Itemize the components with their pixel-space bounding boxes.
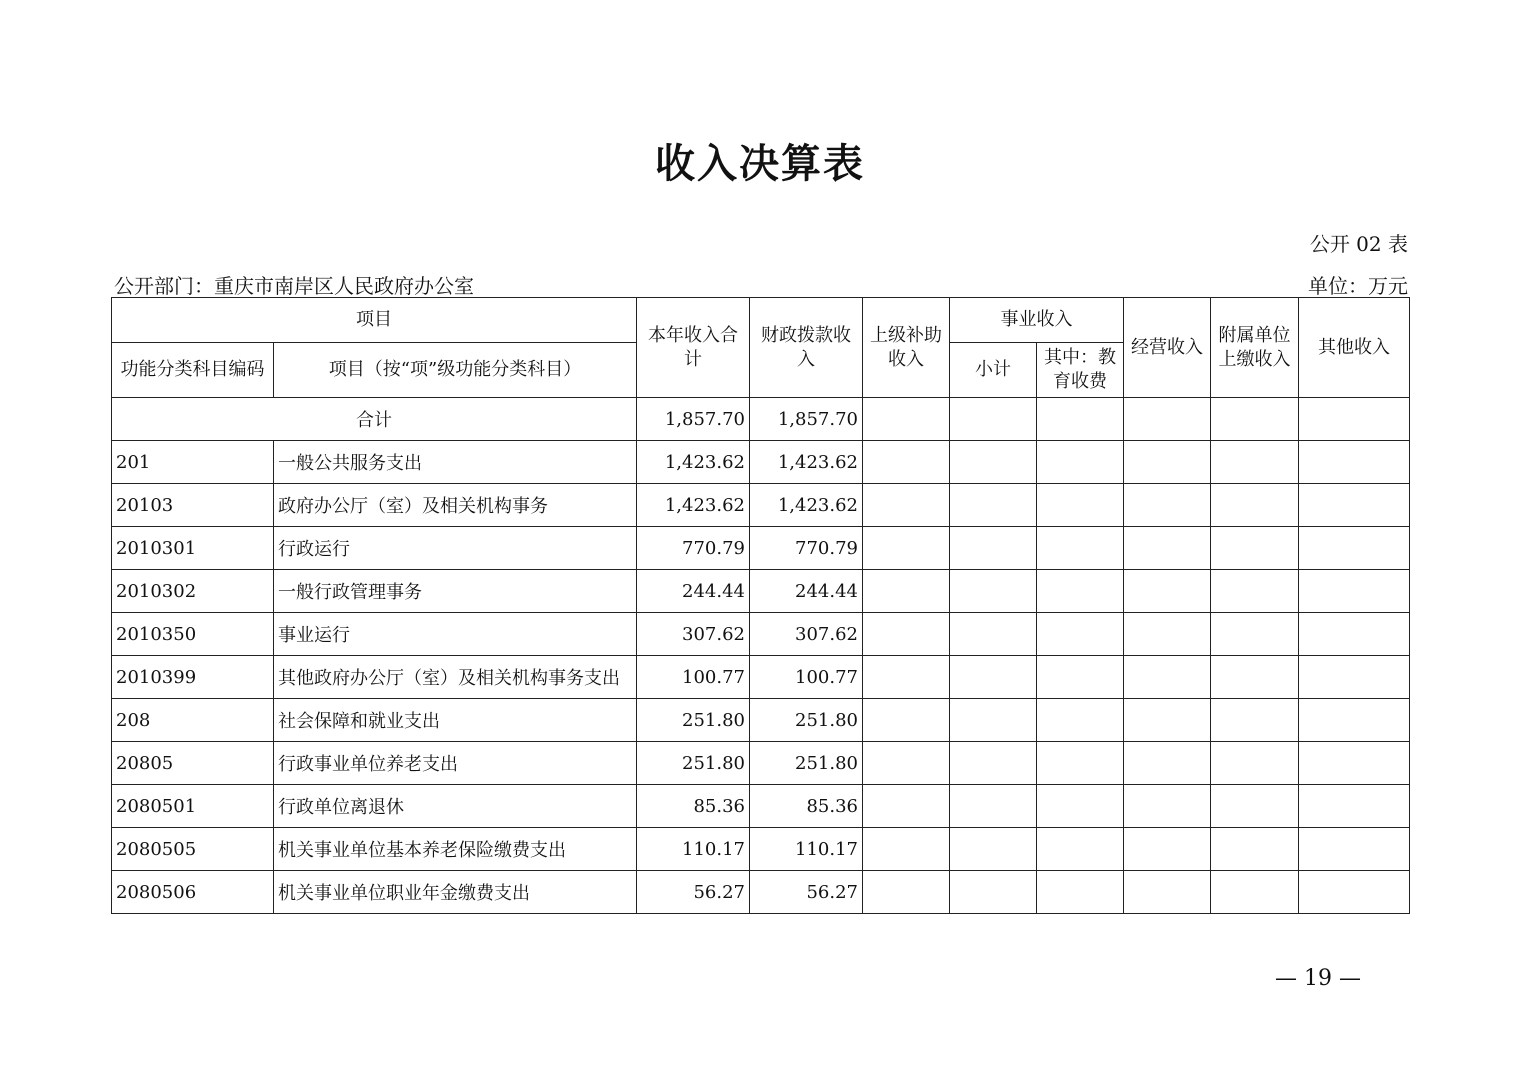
row-fiscal: 251.80 bbox=[750, 742, 863, 785]
row-code: 2080506 bbox=[112, 871, 274, 914]
cell-empty bbox=[1299, 570, 1410, 613]
cell-empty bbox=[950, 441, 1037, 484]
header-affiliated: 附属单位上缴收入 bbox=[1211, 298, 1299, 398]
row-name: 行政运行 bbox=[274, 527, 637, 570]
cell-empty bbox=[1124, 871, 1211, 914]
row-fiscal: 100.77 bbox=[750, 656, 863, 699]
header-total-income: 本年收入合计 bbox=[637, 298, 750, 398]
row-name: 机关事业单位基本养老保险缴费支出 bbox=[274, 828, 637, 871]
cell-empty bbox=[1299, 527, 1410, 570]
row-fiscal: 244.44 bbox=[750, 570, 863, 613]
row-total: 307.62 bbox=[637, 613, 750, 656]
row-name: 机关事业单位职业年金缴费支出 bbox=[274, 871, 637, 914]
cell-empty bbox=[1124, 613, 1211, 656]
page-title: 收入决算表 bbox=[655, 140, 865, 187]
row-name: 其他政府办公厅（室）及相关机构事务支出 bbox=[274, 656, 637, 699]
row-total: 251.80 bbox=[637, 742, 750, 785]
row-fiscal: 1,423.62 bbox=[750, 441, 863, 484]
row-fiscal: 770.79 bbox=[750, 527, 863, 570]
cell-empty bbox=[1037, 656, 1124, 699]
table-row bbox=[112, 871, 1410, 914]
cell-empty bbox=[1299, 484, 1410, 527]
row-code: 2010301 bbox=[112, 527, 274, 570]
cell-empty bbox=[863, 570, 950, 613]
table-row bbox=[112, 613, 1410, 656]
header-other: 其他收入 bbox=[1299, 298, 1410, 398]
header-subsidy: 上级补助收入 bbox=[863, 298, 950, 398]
cell-empty bbox=[1211, 441, 1299, 484]
cell-empty bbox=[1037, 828, 1124, 871]
table-row bbox=[112, 699, 1410, 742]
cell-empty bbox=[1211, 742, 1299, 785]
department-label: 公开部门：重庆市南岸区人民政府办公室 bbox=[114, 274, 474, 298]
row-name: 一般行政管理事务 bbox=[274, 570, 637, 613]
table-row bbox=[112, 570, 1410, 613]
cell-empty bbox=[1299, 785, 1410, 828]
cell-empty bbox=[863, 785, 950, 828]
row-total: 110.17 bbox=[637, 828, 750, 871]
cell-empty bbox=[1124, 570, 1211, 613]
row-code: 20805 bbox=[112, 742, 274, 785]
cell-empty bbox=[1211, 484, 1299, 527]
table-row bbox=[112, 441, 1410, 484]
row-name: 政府办公厅（室）及相关机构事务 bbox=[274, 484, 637, 527]
cell-empty bbox=[950, 398, 1037, 441]
cell-empty bbox=[1124, 742, 1211, 785]
row-code: 2010350 bbox=[112, 613, 274, 656]
header-business: 事业收入 bbox=[950, 298, 1124, 343]
total-row bbox=[112, 398, 1410, 441]
total-income-value: 1,857.70 bbox=[637, 398, 750, 441]
page-number: — 19 — bbox=[1275, 966, 1361, 991]
row-code: 2080501 bbox=[112, 785, 274, 828]
cell-empty bbox=[1211, 570, 1299, 613]
row-fiscal: 56.27 bbox=[750, 871, 863, 914]
cell-empty bbox=[863, 828, 950, 871]
cell-empty bbox=[1124, 527, 1211, 570]
income-statement-table bbox=[111, 297, 1410, 914]
cell-empty bbox=[1211, 871, 1299, 914]
cell-empty bbox=[950, 828, 1037, 871]
cell-empty bbox=[1037, 613, 1124, 656]
header-subtotal: 小计 bbox=[950, 343, 1037, 398]
row-code: 201 bbox=[112, 441, 274, 484]
table-row bbox=[112, 527, 1410, 570]
header-operating: 经营收入 bbox=[1124, 298, 1211, 398]
row-code: 208 bbox=[112, 699, 274, 742]
table-row bbox=[112, 828, 1410, 871]
cell-empty bbox=[1211, 398, 1299, 441]
header-fiscal: 财政拨款收入 bbox=[750, 298, 863, 398]
cell-empty bbox=[950, 656, 1037, 699]
row-name: 事业运行 bbox=[274, 613, 637, 656]
cell-empty bbox=[863, 871, 950, 914]
table-row bbox=[112, 656, 1410, 699]
row-total: 251.80 bbox=[637, 699, 750, 742]
header-name: 项目（按“项”级功能分类科目） bbox=[274, 343, 637, 398]
table-row bbox=[112, 785, 1410, 828]
cell-empty bbox=[950, 742, 1037, 785]
cell-empty bbox=[1299, 828, 1410, 871]
total-fiscal-value: 1,857.70 bbox=[750, 398, 863, 441]
cell-empty bbox=[950, 699, 1037, 742]
row-total: 1,423.62 bbox=[637, 484, 750, 527]
cell-empty bbox=[1124, 656, 1211, 699]
cell-empty bbox=[863, 527, 950, 570]
cell-empty bbox=[1037, 527, 1124, 570]
cell-empty bbox=[863, 613, 950, 656]
cell-empty bbox=[1211, 828, 1299, 871]
cell-empty bbox=[1211, 656, 1299, 699]
row-fiscal: 307.62 bbox=[750, 613, 863, 656]
cell-empty bbox=[1299, 398, 1410, 441]
row-code: 2010399 bbox=[112, 656, 274, 699]
cell-empty bbox=[1299, 871, 1410, 914]
cell-empty bbox=[950, 484, 1037, 527]
table-row bbox=[112, 742, 1410, 785]
cell-empty bbox=[1124, 828, 1211, 871]
cell-empty bbox=[863, 441, 950, 484]
header-code: 功能分类科目编码 bbox=[112, 343, 274, 398]
row-name: 社会保障和就业支出 bbox=[274, 699, 637, 742]
row-fiscal: 1,423.62 bbox=[750, 484, 863, 527]
cell-empty bbox=[950, 527, 1037, 570]
cell-empty bbox=[1037, 785, 1124, 828]
total-label: 合计 bbox=[112, 398, 637, 441]
cell-empty bbox=[1037, 441, 1124, 484]
row-total: 56.27 bbox=[637, 871, 750, 914]
cell-empty bbox=[950, 570, 1037, 613]
cell-empty bbox=[1211, 699, 1299, 742]
cell-empty bbox=[1037, 742, 1124, 785]
header-education-fee: 其中：教育收费 bbox=[1037, 343, 1124, 398]
cell-empty bbox=[950, 785, 1037, 828]
cell-empty bbox=[950, 871, 1037, 914]
cell-empty bbox=[1299, 742, 1410, 785]
cell-empty bbox=[1037, 699, 1124, 742]
row-fiscal: 110.17 bbox=[750, 828, 863, 871]
cell-empty bbox=[1124, 398, 1211, 441]
row-code: 2010302 bbox=[112, 570, 274, 613]
cell-empty bbox=[1299, 441, 1410, 484]
cell-empty bbox=[1124, 484, 1211, 527]
cell-empty bbox=[1124, 785, 1211, 828]
header-project: 项目 bbox=[112, 298, 637, 343]
cell-empty bbox=[1299, 656, 1410, 699]
cell-empty bbox=[1299, 613, 1410, 656]
cell-empty bbox=[863, 656, 950, 699]
row-total: 85.36 bbox=[637, 785, 750, 828]
cell-empty bbox=[1211, 613, 1299, 656]
row-total: 244.44 bbox=[637, 570, 750, 613]
cell-empty bbox=[1124, 441, 1211, 484]
row-total: 770.79 bbox=[637, 527, 750, 570]
form-number: 公开 02 表 bbox=[1309, 232, 1408, 256]
cell-empty bbox=[1299, 699, 1410, 742]
cell-empty bbox=[1037, 570, 1124, 613]
cell-empty bbox=[1037, 871, 1124, 914]
table-row bbox=[112, 484, 1410, 527]
row-name: 一般公共服务支出 bbox=[274, 441, 637, 484]
cell-empty bbox=[863, 742, 950, 785]
cell-empty bbox=[1211, 527, 1299, 570]
row-fiscal: 251.80 bbox=[750, 699, 863, 742]
row-fiscal: 85.36 bbox=[750, 785, 863, 828]
cell-empty bbox=[863, 484, 950, 527]
cell-empty bbox=[1037, 398, 1124, 441]
row-total: 1,423.62 bbox=[637, 441, 750, 484]
cell-empty bbox=[863, 398, 950, 441]
cell-empty bbox=[1124, 699, 1211, 742]
row-code: 2080505 bbox=[112, 828, 274, 871]
row-code: 20103 bbox=[112, 484, 274, 527]
row-total: 100.77 bbox=[637, 656, 750, 699]
row-name: 行政单位离退休 bbox=[274, 785, 637, 828]
cell-empty bbox=[1211, 785, 1299, 828]
cell-empty bbox=[1037, 484, 1124, 527]
row-name: 行政事业单位养老支出 bbox=[274, 742, 637, 785]
cell-empty bbox=[950, 613, 1037, 656]
unit-label: 单位：万元 bbox=[1308, 274, 1408, 298]
cell-empty bbox=[863, 699, 950, 742]
